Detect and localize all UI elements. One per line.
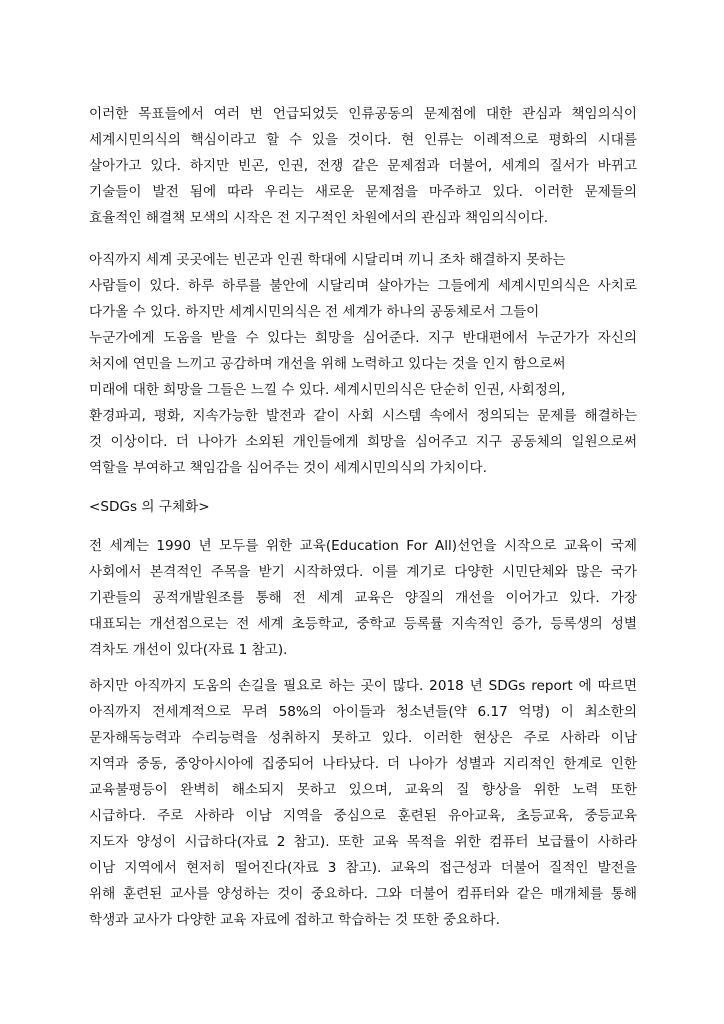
text-line: 살아가고 있다. 하지만 빈곤, 인권, 전쟁 같은 문제점과 더불어, 세계의 질서가 바뀌고: [89, 158, 637, 174]
text-line: 다가올 수 있다. 하지만 세계시민의식은 전 세계가 하나의 공동체로서 그들이: [89, 304, 540, 320]
text-line: 환경파괴, 평화, 지속가능한 발전과 같이 사회 시스템 속에서 정의되는 문제를 해결하는: [89, 408, 637, 424]
text-line: 누군가에게 도움을 받을 수 있다는 희망을 심어준다. 지구 반대편에서 누군가가 자신의: [89, 330, 637, 346]
text-line: 시급하다. 주로 사하라 이남 지역을 중심으로 훈련된 유아교육, 초등교육, 중등교육: [89, 808, 637, 824]
text-line: 문자해독능력과 수리능력을 성취하지 못하고 있다. 이러한 현상은 주로 사하라 이남: [89, 730, 637, 746]
text-line: 미래에 대한 희망을 그들은 느낄 수 있다. 세계시민의식은 단순히 인권, 사회정의,: [89, 382, 566, 398]
text-line: 기관들의 공적개발원조를 통해 전 세계 교육은 양질의 개선을 이어가고 있다. 가장: [89, 590, 637, 606]
text-line: 학생과 교사가 다양한 교육 자료에 접하고 학습하는 것 또한 중요하다.: [89, 912, 500, 928]
text-line: 세계시민의식의 핵심이라고 할 수 있을 것이다. 현 인류는 이례적으로 평화의 시대를: [89, 132, 637, 148]
section-title: <SDGs 의 구체화>: [89, 499, 210, 515]
text-line: 지역과 중동, 중앙아시아에 집중되어 나타났다. 더 나아가 성별과 지리적인 한계로 인한: [89, 756, 637, 772]
text-line: 사회에서 본격적인 주목을 받기 시작하였다. 이를 계기로 다양한 시민단체와 많은 국가: [89, 564, 637, 580]
text-line: 위해 훈련된 교사를 양성하는 것이 중요하다. 그와 더불어 컴퓨터와 같은 매개체를 통해: [89, 886, 637, 902]
text-line: 기술들이 발전 됨에 따라 우리는 새로운 문제점을 마주하고 있다. 이러한 문제들의: [89, 184, 637, 200]
text-line: 아직까지 전세계적으로 무려 58%의 아이들과 청소년들(약 6.17 억명) 이 최소한의: [89, 704, 637, 720]
text-line: 전 세계는 1990 년 모두를 위한 교육(Education For All)선언을 시작으로 교육이 국제: [89, 538, 637, 554]
text-line: 것 이상이다. 더 나아가 소외된 개인들에게 희망을 심어주고 지구 공동체의 일원으로써: [89, 434, 637, 450]
text-line: 격차도 개선이 있다(자료 1 참고).: [89, 642, 288, 658]
text-line: 사람들이 있다. 하루 하루를 불안에 시달리며 살아가는 그들에게 세계시민의식은 사치로: [89, 278, 637, 294]
text-line: 대표되는 개선점으로는 전 세계 초등학교, 중학교 등록률 지속적인 증가, 등록생의 성별: [89, 616, 637, 632]
text-line: 아직까지 세계 곳곳에는 빈곤과 인권 학대에 시달리며 끼니 조차 해결하지 못하는: [89, 252, 566, 268]
text-line: 처지에 연민을 느끼고 공감하며 개선을 위해 노력하고 있다는 것을 인지 함으로써: [89, 356, 566, 372]
text-line: 효율적인 해결책 모색의 시작은 전 지구적인 차원에서의 관심과 책임의식이다.: [89, 210, 549, 226]
text-line: 교육불평등이 완벽히 해소되지 못하고 있으며, 교육의 질 향상을 위한 노력 또한: [89, 782, 637, 798]
text-line: 역할을 부여하고 책임감을 심어주는 것이 세계시민의식의 가치이다.: [89, 460, 487, 476]
text-line: 지도자 양성이 시급하다(자료 2 참고). 또한 교육 목적을 위한 컴퓨터 보급률이 사하라: [89, 834, 637, 850]
text-line: 이러한 목표들에서 여러 번 언급되었듯 인류공동의 문제점에 대한 관심과 책임의식이: [89, 106, 637, 122]
text-line: 하지만 아직까지 도움의 손길을 필요로 하는 곳이 많다. 2018 년 SDGs report 에 따르면: [89, 678, 637, 694]
text-line: 이남 지역에서 현저히 떨어진다(자료 3 참고). 교육의 접근성과 더불어 질적인 발전을: [89, 860, 637, 876]
